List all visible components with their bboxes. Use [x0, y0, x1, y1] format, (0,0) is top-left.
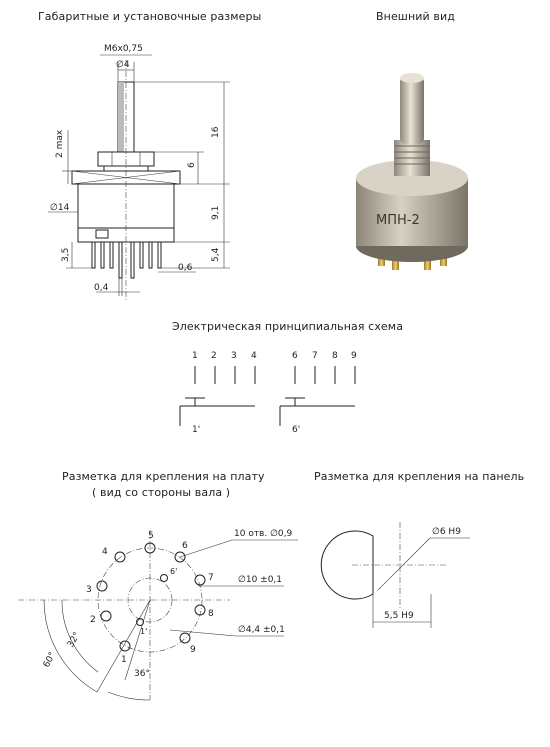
- angle-arc-36: [108, 692, 150, 700]
- product-photo: [356, 73, 468, 270]
- panel-diameter-label: ∅6 Н9: [432, 527, 461, 537]
- panel-flat-label: 5,5 Н9: [384, 611, 414, 621]
- board-marking-title: Разметка для крепления на плату: [62, 470, 265, 483]
- inner-hole-label-1: 1': [140, 627, 148, 636]
- contact-1: 1: [192, 351, 198, 361]
- inner-diameter-label: ∅4,4 ±0,1: [238, 625, 285, 635]
- board-marking-drawing: [18, 529, 298, 700]
- hole-label-3: 3: [86, 585, 92, 595]
- board-marking-subtitle: ( вид со стороны вала ): [92, 486, 231, 499]
- angle-label-60: 60°: [41, 650, 59, 670]
- electrical-schematic: [180, 351, 357, 435]
- hole-label-8: 8: [208, 609, 214, 619]
- pin-pitch-label: 0,4: [94, 283, 109, 293]
- contact-4: 4: [251, 351, 257, 361]
- thread-label: М6х0,75: [104, 44, 143, 54]
- body-diameter-label: ∅14: [50, 203, 70, 213]
- nut-height-label: 6: [187, 162, 197, 168]
- contact-9: 9: [351, 351, 357, 361]
- panel-marking-drawing: [321, 522, 470, 628]
- pin-length-label: 5,4: [211, 247, 221, 262]
- shaft-shade: [118, 82, 124, 152]
- hole-label-7: 7: [208, 573, 214, 583]
- pin-height-label: 3,5: [61, 247, 71, 262]
- outer-holes: [97, 543, 205, 651]
- holes-note: 10 отв. ∅0,9: [234, 529, 293, 539]
- hole-label-4: 4: [102, 547, 108, 557]
- inner-hole-label-6: 6': [170, 567, 178, 576]
- hole-label-6: 6: [182, 541, 188, 551]
- schematic-title: Электрическая принципиальная схема: [172, 320, 404, 333]
- pitch-diameter-label: ∅10 ±0,1: [238, 575, 283, 585]
- pin-width-label: 0,6: [178, 263, 193, 273]
- hole-label-2: 2: [90, 615, 96, 625]
- angle-label-36: 36°: [134, 669, 150, 679]
- panel-marking-title: Разметка для крепления на панель: [314, 470, 525, 483]
- product-label: МПН-2: [376, 213, 420, 228]
- contact-7: 7: [312, 351, 318, 361]
- common-6: 6': [292, 425, 301, 435]
- common-1: 1': [192, 425, 201, 435]
- contact-2: 2: [211, 351, 217, 361]
- shaft-diameter-label: ∅4: [116, 60, 130, 70]
- hole-label-9: 9: [190, 645, 196, 655]
- dimensions-title: Габаритные и установочные размеры: [38, 10, 262, 23]
- contact-3: 3: [231, 351, 237, 361]
- hole-label-1: 1: [121, 655, 127, 665]
- hole-label-5: 5: [148, 531, 154, 541]
- max-height-label: 2 max: [55, 129, 65, 158]
- angle-label-32: 32°: [65, 630, 83, 650]
- contact-6: 6: [292, 351, 298, 361]
- body-height-label: 9,1: [211, 205, 221, 220]
- contact-8: 8: [332, 351, 338, 361]
- pins-drawing: [92, 242, 161, 278]
- dimension-drawing: [48, 44, 230, 300]
- appearance-title: Внешний вид: [376, 10, 455, 23]
- total-height-label: 16: [211, 126, 221, 138]
